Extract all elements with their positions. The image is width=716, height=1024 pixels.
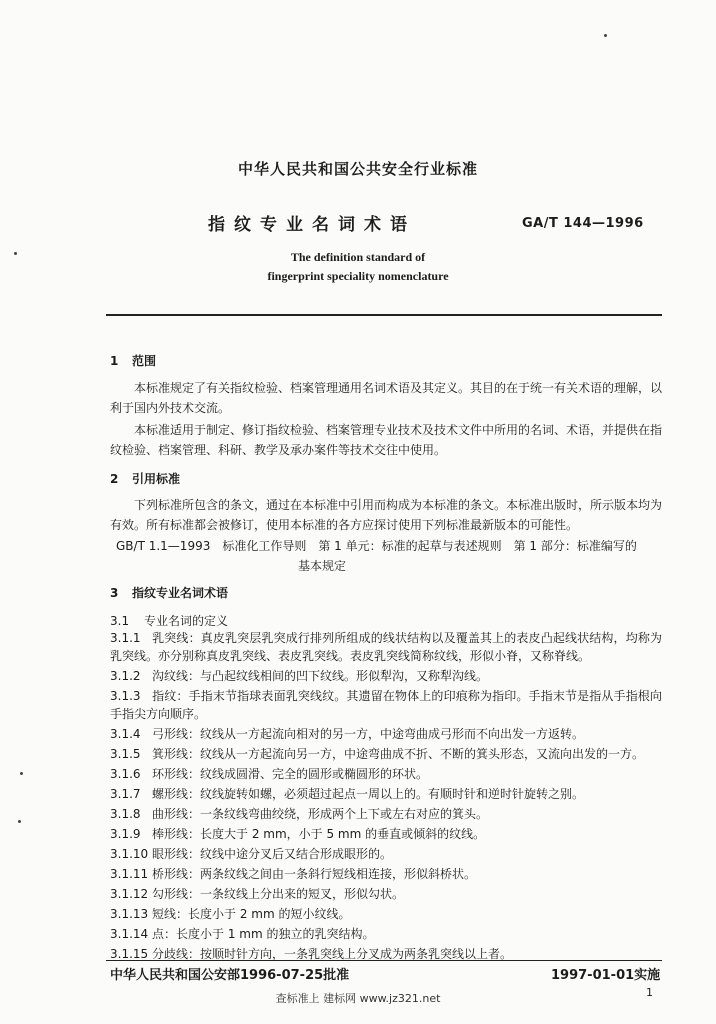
header-rule <box>106 314 662 316</box>
term-number: 3.1.3 <box>110 689 141 703</box>
scan-speck <box>14 252 17 255</box>
term-item <box>110 805 662 823</box>
term-item <box>110 785 662 803</box>
scan-speck <box>20 772 23 775</box>
term-item <box>110 865 662 883</box>
term-number: 3.1.15 <box>110 947 149 961</box>
term-number: 3.1.10 <box>110 847 149 861</box>
subsection-title: 专业名词的定义 <box>144 614 229 628</box>
term-text: 弓形线：纹线从一方起流向相对的另一方，中途弯曲成弓形而不向出发一方返转。 <box>152 727 585 741</box>
term-number: 3.1.14 <box>110 927 149 941</box>
standard-code: GA/T 144—1996 <box>522 216 644 231</box>
section-title: 范围 <box>132 354 157 368</box>
term-item <box>110 725 662 743</box>
document-title: 指纹专业名词术语 <box>208 215 416 235</box>
term-text: 勾形线：一条纹线上分出来的短叉，形似勾状。 <box>152 887 405 901</box>
term-item <box>110 945 662 963</box>
term-number: 3.1.8 <box>110 807 141 821</box>
term-item <box>110 925 662 943</box>
term-text: 短线：长度小于 2 mm 的短小纹线。 <box>152 907 351 921</box>
section-3-heading <box>110 584 228 601</box>
source-watermark: 查标准上 建标网 www.jz321.net <box>275 992 441 1005</box>
section-2-heading <box>110 470 180 487</box>
term-text: 指纹：手指末节指球表面乳突线纹。其遗留在物体上的印痕称为指印。手指末节是指从手指根向手指尖方向顺序。 <box>110 689 662 721</box>
reference-line2: 基本规定 <box>298 559 347 573</box>
term-text: 棒形线：长度大于 2 mm，小于 5 mm 的垂直或倾斜的纹线。 <box>152 827 486 841</box>
term-number: 3.1.9 <box>110 827 141 841</box>
term-number: 3.1.11 <box>110 867 149 881</box>
implementation-date: 1997-01-01实施 <box>551 968 661 983</box>
term-item <box>110 845 662 863</box>
section-2-paragraph-1: 下列标准所包含的条文，通过在本标准中引用而构成为本标准的条文。本标准出版时，所示版本均为有效。所有标准都会被修订，使用本标准的各方应探讨使用下列标准最新版本的可能性。 <box>110 498 663 532</box>
reference-line1: GB/T 1.1—1993 标准化工作导则 第 1 单元：标准的起草与表述规则 第 1 部分：标准编写的 <box>116 539 637 553</box>
approval-statement: 中华人民共和国公安部1996-07-25批准 <box>110 968 350 983</box>
scan-speck <box>604 34 607 37</box>
term-number: 3.1.1 <box>110 631 141 645</box>
term-number: 3.1.7 <box>110 787 141 801</box>
section-title: 引用标准 <box>132 472 181 486</box>
reference-standard <box>116 536 637 576</box>
term-item <box>110 667 662 685</box>
term-item <box>110 765 662 783</box>
term-text: 曲形线：一条纹线弯曲绞绕，形成两个上下或左右对应的箕头。 <box>152 807 489 821</box>
section-1-heading <box>110 352 156 369</box>
term-number: 3.1.5 <box>110 747 141 761</box>
term-number: 3.1.6 <box>110 767 141 781</box>
term-text: 环形线：纹线成圆滑、完全的圆形或椭圆形的环状。 <box>152 767 429 781</box>
term-text: 箕形线：纹线从一方起流向另一方，中途弯曲成不折、不断的箕头形态，又流向出发的一方。 <box>152 747 645 761</box>
term-text: 沟纹线：与凸起纹线相间的凹下纹线。形似犁沟，又称犁沟线。 <box>152 669 489 683</box>
scan-speck <box>18 820 21 823</box>
term-number: 3.1.12 <box>110 887 149 901</box>
term-number: 3.1.2 <box>110 669 141 683</box>
term-text: 点：长度小于 1 mm 的独立的乳突结构。 <box>152 927 375 941</box>
term-number: 3.1.4 <box>110 727 141 741</box>
term-item <box>110 687 662 723</box>
section-number: 2 <box>110 472 119 486</box>
english-title-line2: fingerprint speciality nomenclature <box>267 269 449 283</box>
term-item <box>110 885 662 903</box>
term-text: 乳突线：真皮乳突层乳突成行排列所组成的线状结构以及覆盖其上的表皮凸起线状结构，均称为乳突线。亦分别称真皮乳突线、表皮乳突线。表皮乳突线简称纹线，形似小脊，又称脊线。 <box>110 631 662 663</box>
term-item <box>110 905 662 923</box>
term-text: 眼形线：纹线中途分叉后又结合形成眼形的。 <box>152 847 393 861</box>
standard-category: 中华人民共和国公共安全行业标准 <box>237 160 478 178</box>
subsection-number: 3.1 <box>110 614 130 628</box>
english-title-line1: The definition standard of <box>290 250 426 264</box>
section-1-paragraph-2: 本标准适用于制定、修订指纹检验、档案管理专业技术及技术文件中所用的名词、术语，并提供在指纹检验、档案管理、科研、教学及承办案件等技术交往中使用。 <box>110 423 663 457</box>
subsection-3-1-heading <box>110 612 228 629</box>
term-text: 分歧线：按顺时针方向，一条乳突线上分叉成为两条乳突线以上者。 <box>152 947 513 961</box>
page-number: 1 <box>646 986 653 999</box>
section-number: 3 <box>110 586 119 600</box>
term-number: 3.1.13 <box>110 907 149 921</box>
section-1-paragraph-1: 本标准规定了有关指纹检验、档案管理通用名词术语及其定义。其目的在于统一有关术语的理解，以利于国内外技术交流。 <box>110 381 663 415</box>
section-title: 指纹专业名词术语 <box>132 586 229 600</box>
term-item <box>110 745 662 763</box>
term-text: 螺形线：纹线旋转如螺，必须超过起点一周以上的。有顺时针和逆时针旋转之别。 <box>152 787 585 801</box>
term-text: 桥形线：两条纹线之间由一条斜行短线相连接，形似斜桥状。 <box>152 867 477 881</box>
section-number: 1 <box>110 354 119 368</box>
term-item <box>110 629 662 665</box>
term-item <box>110 825 662 843</box>
